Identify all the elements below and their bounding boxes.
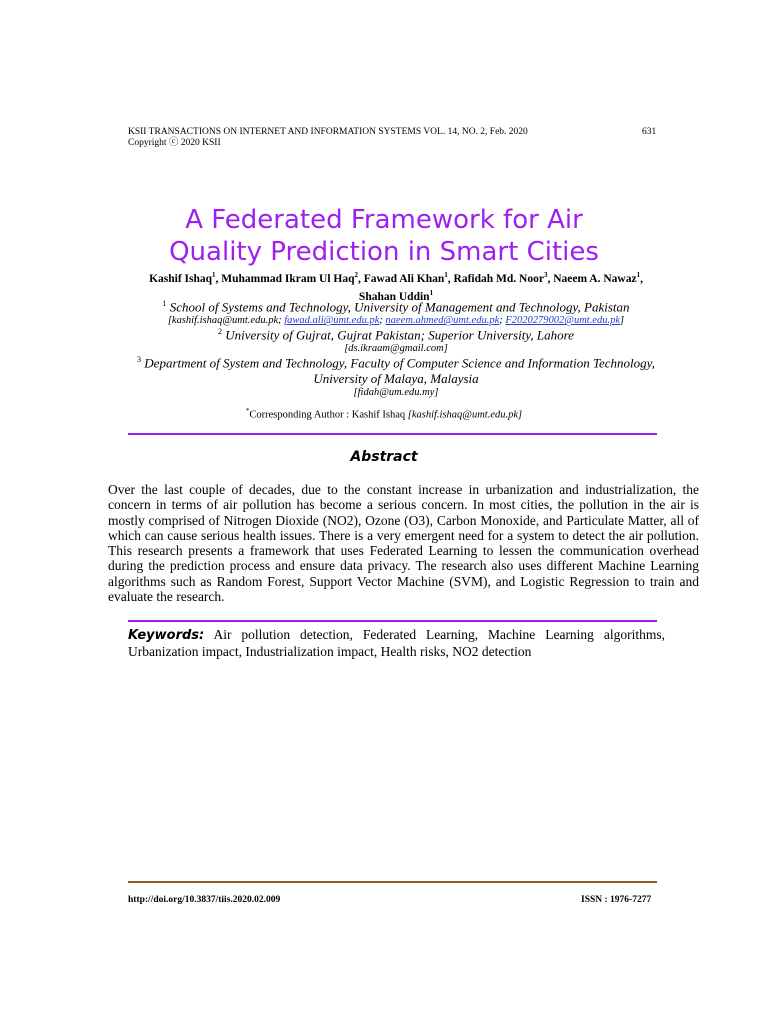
corresponding-author — [0, 407, 768, 421]
affiliation-1 — [40, 296, 752, 327]
email-link[interactable]: fawad.ali@umt.edu.pk — [284, 315, 380, 327]
email-link[interactable]: naeem.ahmed@umt.edu.pk — [385, 315, 500, 327]
author-affiliation-mark: 2 — [354, 271, 359, 279]
author: Muhammad Ikram Ul Haq — [221, 272, 355, 285]
footer-divider — [128, 881, 657, 883]
abstract-heading: Abstract — [350, 449, 418, 465]
divider-top — [128, 433, 657, 435]
corresponding-label: Corresponding Author : Kashif Ishaq — [249, 409, 408, 421]
corresponding-marker: * — [245, 407, 250, 415]
keywords — [128, 627, 665, 659]
author-affiliation-mark: 1 — [212, 271, 216, 279]
doi-link[interactable]: http://doi.org/10.3837/tiis.2020.02.009 — [128, 895, 281, 905]
issn: ISSN : 1976-7277 — [581, 895, 652, 905]
divider-abstract — [128, 620, 657, 622]
title-line-1: A Federated Framework for Air — [185, 205, 583, 235]
author-affiliation-mark: 1 — [429, 288, 434, 297]
email-text: [kashif.ishaq@umt.edu.pk; — [167, 315, 285, 327]
corresponding-email: [kashif.ishaq@umt.edu.pk] — [407, 409, 523, 421]
email-link[interactable]: F2020279002@umt.edu.pk — [505, 315, 621, 327]
affiliation-number: 1 — [162, 299, 167, 308]
affiliation-name: University of Gujrat, Gujrat Pakistan; Superior University, Lahore — [225, 327, 574, 343]
copyright-line: Copyright ⓒ 2020 KSII — [128, 138, 221, 148]
affiliation-number: 2 — [218, 327, 223, 336]
keywords-label: Keywords: — [128, 628, 205, 643]
author: Kashif Ishaq — [149, 272, 213, 285]
title-line-2: Quality Prediction in Smart Cities — [169, 237, 599, 267]
affiliation-emails: [kashif.ishaq@umt.edu.pk; fawad.ali@umt.edu.pk; naeem.ahmed@umt.edu.pk; F2020279002@umt.edu.pk] — [167, 315, 625, 327]
author-affiliation-mark: 1 — [444, 271, 448, 279]
journal-line: KSII TRANSACTIONS ON INTERNET AND INFORMATION SYSTEMS VOL. 14, NO. 2, Feb. 2020 — [128, 127, 528, 137]
affiliation-name-cont: University of Malaya, Malaysia — [313, 371, 479, 387]
author: Rafidah Md. Noor — [453, 272, 544, 285]
email-text: ] — [620, 315, 625, 327]
affiliation-2 — [40, 324, 752, 355]
author: Naeem A. Nawaz — [553, 272, 637, 285]
author-list: Kashif Ishaq$^1$, Muhammad Ikram Ul Haq$^2$, Fawad Ali Khan$^1$, Rafidah Md. Noor$^3$, Naeem A. Nawaz$^1$, Shahan Uddin$^1$ — [149, 271, 643, 303]
running-header — [128, 127, 528, 149]
author: Shahan Uddin — [358, 290, 430, 303]
abstract-text: Over the last couple of decades, due to the constant increase in urbanization and industrialization, the concern in terms of air pollution has become a serious concern. In most cities, the pollution in the air is mostly comprised of Nitrogen Dioxide (NO2), Ozone (O3), Carbon Monoxide, and Particulate Matter, all of which can cause serious health issues. There is a very emergent need for a system to detect the air pollution. This research presents a framework that uses Federated Learning to lessen the communication overhead during the prediction process and ensure data privacy. The research also uses different Machine Learning algorithms such as Random Forest, Support Vector Machine (SVM), and Logistic Regression to train and evaluate the research. — [108, 482, 699, 605]
author-affiliation-mark: 1 — [636, 271, 641, 279]
author: Fawad Ali Khan — [363, 272, 445, 285]
paper-title — [0, 204, 768, 268]
affiliation-name: School of Systems and Technology, University of Management and Technology, Pakistan — [169, 299, 630, 315]
keywords-text: Air pollution detection, Federated Learning, Machine Learning algorithms, Urbanization impact, Industrialization impact, Health risks, NO2 detection — [128, 627, 665, 659]
affiliation-email: [fidah@um.edu.my] — [353, 387, 439, 399]
affiliation-name: Department of System and Technology, Faculty of Computer Science and Information Technology, — [144, 355, 655, 371]
page-number: 631 — [642, 127, 657, 137]
affiliation-3 — [40, 352, 752, 399]
author-affiliation-mark: 3 — [543, 271, 548, 279]
affiliation-email: [ds.ikraam@gmail.com] — [344, 343, 448, 355]
affiliation-number: 3 — [137, 355, 142, 364]
